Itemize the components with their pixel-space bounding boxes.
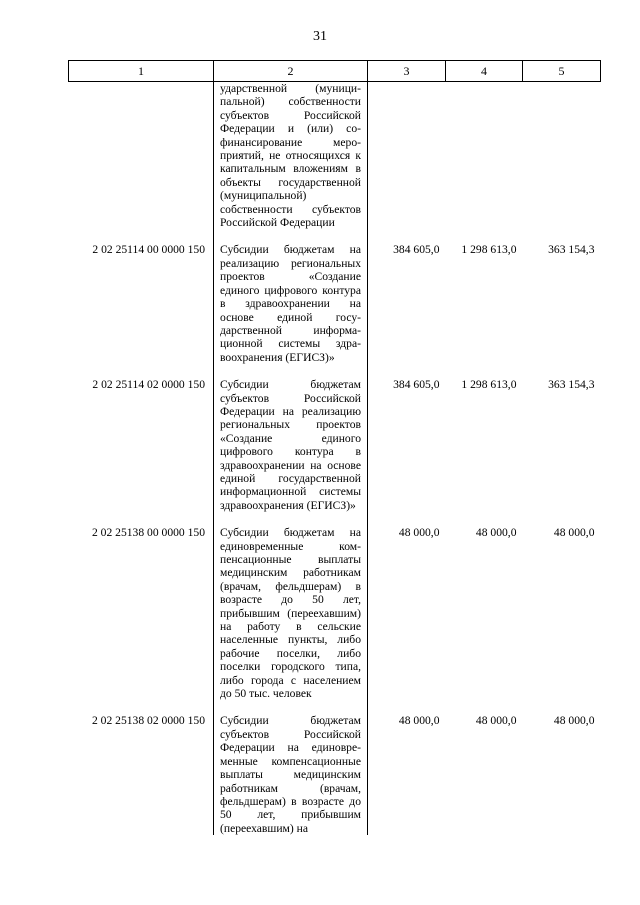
header-col-4: 4: [446, 61, 523, 82]
table-row: [69, 243, 601, 364]
row-code: 2 02 25114 02 0000 150: [92, 378, 205, 392]
row-value-4: 48 000,0: [475, 714, 517, 728]
row-name: ударственной (муниципальной) собственности субъектов Российской Федерации и (или) софинансирование мероприятий, не относящихся к капитальным вложениям в объекты государственной (муниципальной) собственности субъектов Российской Федерации: [214, 82, 368, 230]
row-spacer: [69, 512, 601, 526]
row-value-5: 48 000,0: [553, 714, 595, 728]
header-col-3: 3: [368, 61, 446, 82]
row-code: 2 02 25114 00 0000 150: [92, 243, 205, 257]
row-value-4: 1 298 613,0: [461, 243, 517, 257]
page-number: 31: [313, 29, 327, 44]
row-value-5: 363 154,3: [548, 378, 595, 392]
table-header-row: [69, 61, 601, 82]
row-value-3: [368, 82, 446, 230]
table-row: [69, 714, 601, 835]
row-name: Субсидии бюджетам субъектов Российской Федерации на единовременные компенсационные выплаты медицинским работникам (врачам, фельдшерам) в возрасте до 50 лет, прибывшим (переехавшим) на: [214, 714, 368, 835]
row-value-5: 48 000,0: [553, 526, 595, 540]
row-value-3: 384 605,0: [393, 243, 440, 257]
row-value-4: 48 000,0: [475, 526, 517, 540]
row-code: 2 02 25138 00 0000 150: [91, 526, 205, 540]
budget-table: [68, 60, 601, 835]
header-col-2: 2: [214, 61, 368, 82]
row-spacer: [69, 229, 601, 243]
row-spacer: [69, 364, 601, 378]
header-col-5: 5: [523, 61, 601, 82]
table-row: [69, 378, 601, 512]
row-value-3: 48 000,0: [398, 526, 440, 540]
row-spacer: [69, 700, 601, 714]
row-value-4: [446, 82, 523, 230]
row-code: 2 02 25138 02 0000 150: [91, 714, 205, 728]
row-value-3: 384 605,0: [393, 378, 440, 392]
row-name: Субсидии бюджетам субъектов Российской Федерации на реализацию региональных проектов «Создание единого цифрового контура в здравоохранении на основе единой государственной информационной системы здравоохранения (ЕГИСЗ)»: [214, 378, 368, 512]
header-col-1: 1: [69, 61, 214, 82]
row-name: Субсидии бюджетам на единовременные компенсационные выплаты медицинским работникам (врачам, фельдшерам) в возрасте до 50 лет, прибывшим (переехавшим) на работу в сельские населенные пункты, либо рабочие поселки, либо поселки городского типа, либо города с населением до 50 тыс. человек: [214, 526, 368, 700]
table-row: [69, 82, 601, 230]
row-value-5: [523, 82, 601, 230]
row-name: Субсидии бюджетам на реализацию региональных проектов «Создание единого цифрового контура в здравоохранении на основе единой государственной информационной системы здравоохранения (ЕГИСЗ)»: [214, 243, 368, 364]
row-value-4: 1 298 613,0: [461, 378, 517, 392]
row-code: [69, 82, 214, 230]
row-value-5: 363 154,3: [548, 243, 595, 257]
row-value-3: 48 000,0: [398, 714, 440, 728]
table-row: [69, 526, 601, 700]
